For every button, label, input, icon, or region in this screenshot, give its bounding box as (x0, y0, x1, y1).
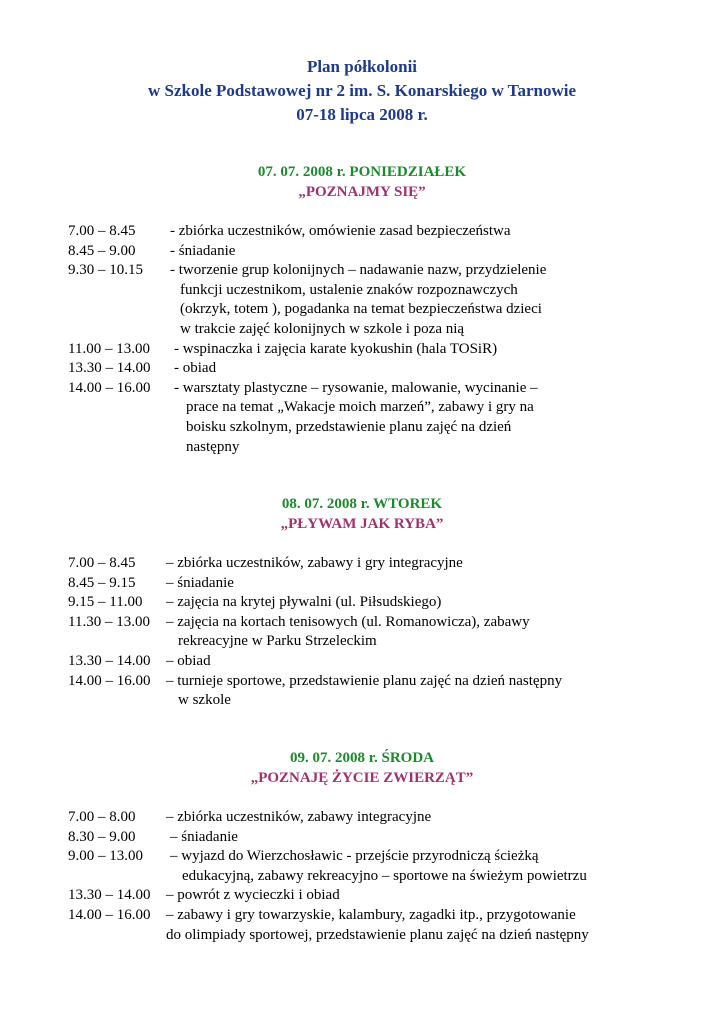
entry-description: - warsztaty plastyczne – rysowanie, malowanie, wycinanie – (174, 379, 538, 396)
entry-time: 8.30 – 9.00 (68, 828, 136, 845)
entry-time: 14.00 – 16.00 (68, 907, 151, 923)
entry-description: w trakcie zajęć kolonijnych w szkole i poza nią (180, 321, 465, 337)
entry-time: 8.45 – 9.15 (68, 574, 136, 591)
entry-description: – turnieje sportowe, przedstawienie planu zajęć na dzień następny (166, 672, 563, 689)
day-theme: „PŁYWAM JAK RYBA” (280, 516, 444, 532)
entry-description: - zbiórka uczestników, omówienie zasad bezpieczeństwa (170, 223, 511, 239)
entry-description: – wyjazd do Wierzchosławic - przejście przyrodniczą ścieżką (170, 848, 539, 865)
entry-description: – zabawy i gry towarzyskie, kalambury, zagadki itp., przygotowanie (166, 907, 576, 923)
entry-description: prace na temat „Wakacje moich marzeń”, zabawy i gry na (186, 399, 534, 416)
day-heading: 08. 07. 2008 r. WTOREK (281, 496, 443, 512)
entry-description: (okrzyk, totem ), pogadanka na temat bezpieczeństwa dzieci (180, 301, 542, 318)
entry-description: rekreacyjne w Parku Strzeleckim (178, 633, 377, 650)
day-heading: 09. 07. 2008 r. ŚRODA (289, 750, 435, 766)
entry-description: w szkole (178, 692, 231, 709)
entry-time: 13.30 – 14.00 (68, 360, 151, 377)
entry-time: 11.00 – 13.00 (68, 340, 150, 357)
entry-time: 11.30 – 13.00 (68, 613, 150, 630)
entry-time: 14.00 – 16.00 (68, 379, 151, 396)
school-name: w Szkole Podstawowej nr 2 im. S. Konarskiego w Tarnowie (147, 81, 576, 100)
entry-time: 13.30 – 14.00 (68, 653, 151, 669)
entry-time: 7.00 – 8.45 (68, 555, 136, 571)
entry-time: 8.45 – 9.00 (68, 242, 136, 259)
entry-description: do olimpiady sportowej, przedstawienie planu zajęć na dzień następny (166, 926, 589, 943)
document-title: Plan półkolonii (306, 57, 418, 76)
entry-description: edukacyjną, zabawy rekreacyjno – sportowe na świeżym powietrzu (182, 867, 587, 884)
entry-time: 13.30 – 14.00 (68, 887, 151, 904)
entry-description: – zajęcia na krytej pływalni (ul. Piłsudskiego) (166, 594, 442, 611)
day-theme: „POZNAJMY SIĘ” (298, 184, 426, 200)
entry-description: – śniadanie (170, 828, 238, 845)
day-theme: „POZNAJĘ ŻYCIE ZWIERZĄT” (250, 770, 474, 786)
entry-description: - wspinaczka i zajęcia karate kyokushin (hala TOSiR) (174, 340, 498, 357)
entry-description: - śniadanie (170, 242, 236, 259)
entry-description: - tworzenie grup kolonijnych – nadawanie nazw, przydzielenie (170, 262, 547, 279)
entry-description: – powrót z wycieczki i obiad (166, 887, 340, 904)
entry-description: – zbiórka uczestników, zabawy integracyjne (166, 809, 432, 825)
entry-description: - obiad (174, 360, 217, 377)
entry-description: następny (186, 438, 240, 455)
entry-description: boisku szkolnym, przedstawienie planu zajęć na dzień (186, 419, 512, 435)
entry-time: 9.30 – 10.15 (68, 262, 143, 279)
entry-time: 7.00 – 8.00 (68, 809, 136, 825)
entry-description: – śniadanie (166, 574, 234, 591)
entry-description: – zajęcia na kortach tenisowych (ul. Romanowicza), zabawy (166, 613, 530, 630)
entry-description: – zbiórka uczestników, zabawy i gry integracyjne (166, 555, 463, 571)
entry-time: 14.00 – 16.00 (68, 672, 151, 689)
entry-time: 9.00 – 13.00 (68, 848, 143, 865)
entry-time: 9.15 – 11.00 (68, 594, 143, 611)
entry-description: – obiad (166, 653, 211, 669)
entry-description: funkcji uczestnikom, ustalenie znaków rozpoznawczych (180, 281, 518, 298)
date-range: 07-18 lipca 2008 r. (296, 105, 428, 124)
entry-time: 7.00 – 8.45 (68, 223, 136, 239)
day-heading: 07. 07. 2008 r. PONIEDZIAŁEK (257, 164, 467, 180)
